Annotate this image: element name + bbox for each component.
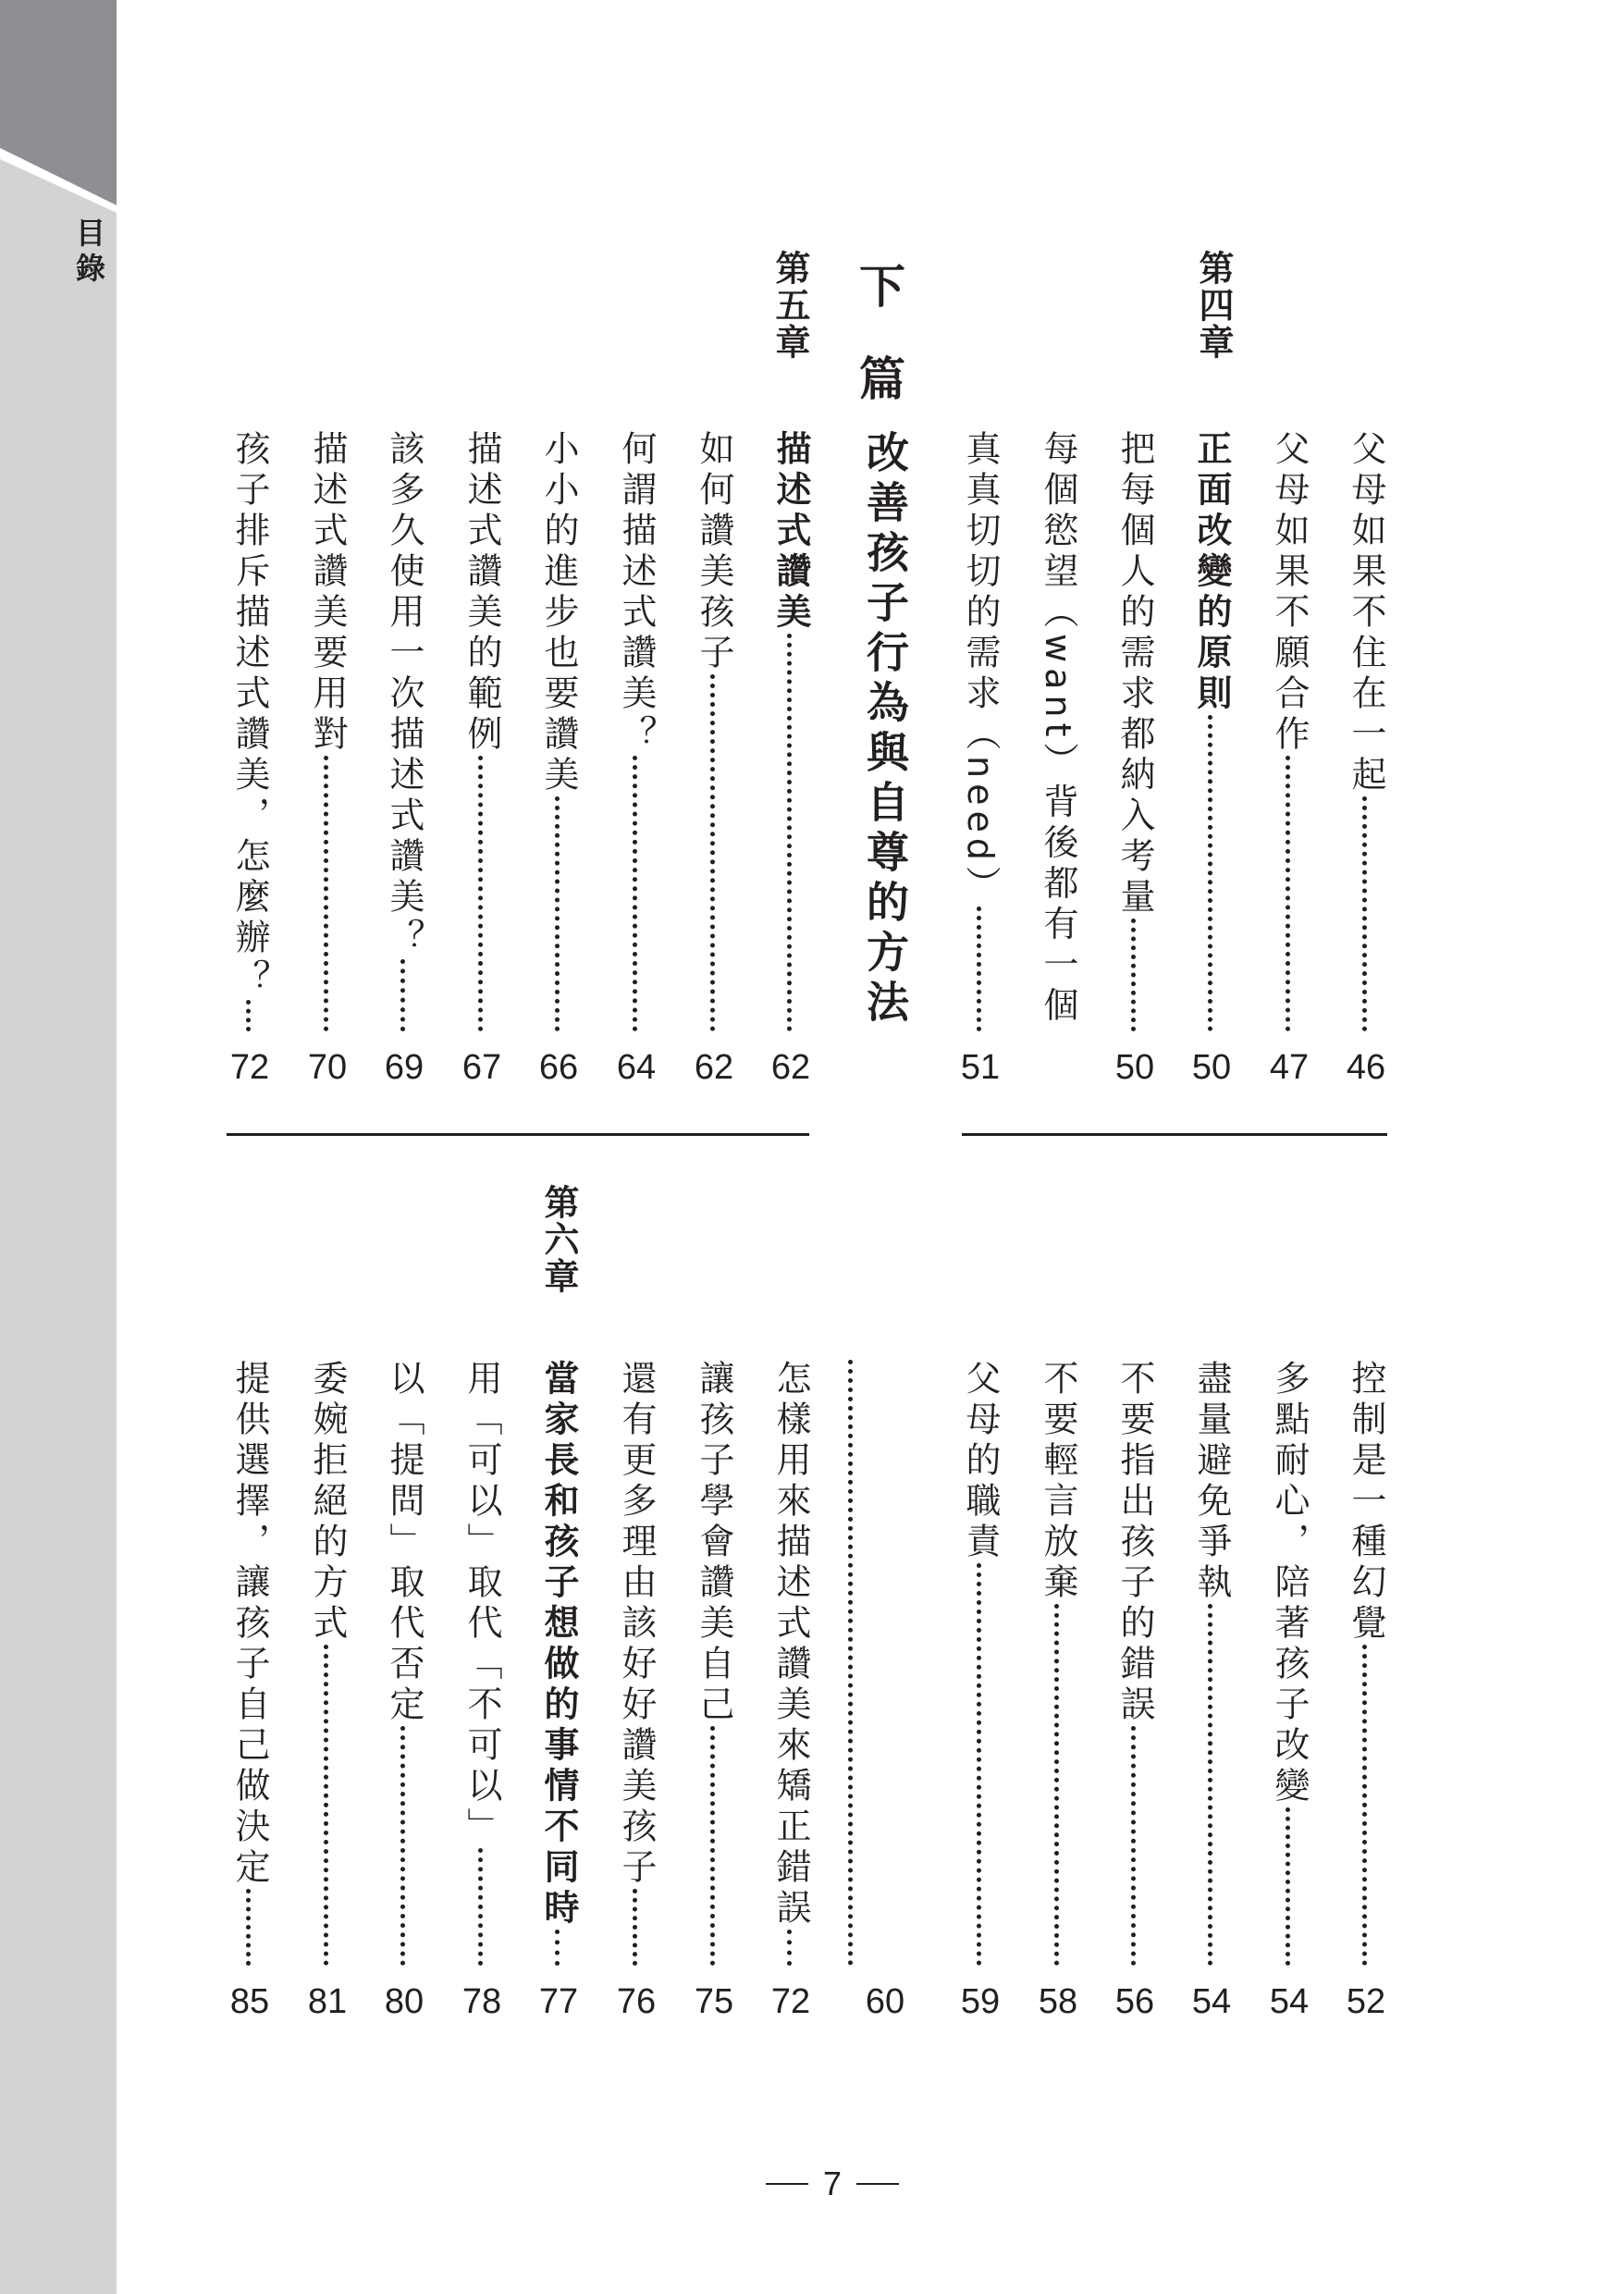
top-entry-9 bbox=[677, 430, 751, 1031]
top-dot-leader bbox=[478, 756, 486, 1031]
margin-band bbox=[0, 0, 117, 2294]
bottom-dot-leader bbox=[787, 1930, 794, 1966]
top-entry-3 bbox=[1175, 430, 1249, 1031]
top-entry-title: 何謂描述式讚美？ bbox=[616, 430, 657, 756]
top-row-3 bbox=[1175, 430, 1249, 1096]
page-number-value: 7 bbox=[822, 2164, 843, 2202]
bottom-entry-page: 80 bbox=[384, 1982, 424, 2021]
top-dot-leader bbox=[324, 756, 331, 1031]
bottom-row-14 bbox=[290, 1360, 364, 2030]
bottom-dot-leader bbox=[246, 1889, 253, 1966]
top-entry-page: 69 bbox=[384, 1048, 424, 1087]
top-entry-page: 67 bbox=[461, 1048, 502, 1087]
bottom-entry-title: 控制是一種幻覺 bbox=[1346, 1360, 1386, 1645]
top-entry-page: 47 bbox=[1269, 1048, 1310, 1087]
top-entry-title: 正面改變的原則 bbox=[1191, 430, 1232, 715]
top-dot-leader bbox=[246, 1000, 253, 1031]
top-row-1 bbox=[1329, 430, 1403, 1096]
chapter-label-6: 第六章 bbox=[538, 1184, 579, 1295]
bottom-dot-leader bbox=[324, 1645, 331, 1966]
page-number-dash-left bbox=[766, 2183, 808, 2185]
top-entry-4 bbox=[1098, 430, 1172, 1031]
bottom-entry-title: 當家長和孩子想做的事情不同時 bbox=[538, 1360, 579, 1930]
top-entry-title: 描述式讚美 bbox=[770, 430, 811, 634]
top-row-14 bbox=[290, 430, 364, 1096]
bottom-entry-2 bbox=[1252, 1360, 1326, 1966]
top-entry-7 bbox=[848, 430, 922, 1096]
top-entry-page: 46 bbox=[1346, 1048, 1386, 1087]
top-row-4 bbox=[1098, 430, 1172, 1096]
bottom-row-11 bbox=[522, 1360, 596, 2030]
bottom-dot-leader bbox=[977, 1563, 984, 1966]
bottom-dot-leader bbox=[400, 1726, 408, 1966]
bottom-dot-leader bbox=[848, 1360, 889, 1966]
bottom-dot-leader bbox=[1286, 1807, 1293, 1966]
bottom-entry-title: 不要指出孩子的錯誤 bbox=[1114, 1360, 1155, 1726]
bottom-entry-10 bbox=[599, 1360, 673, 1966]
top-entry-page: 50 bbox=[1114, 1048, 1155, 1087]
top-dot-leader bbox=[787, 634, 794, 1031]
chapter-label-4: 第四章 bbox=[1193, 250, 1234, 361]
bottom-entry-title: 盡量避免爭執 bbox=[1191, 1360, 1232, 1604]
top-dot-leader bbox=[555, 796, 562, 1031]
page-number-dash-right bbox=[856, 2183, 899, 2185]
bottom-entry-6 bbox=[943, 1360, 1017, 1966]
top-dot-leader bbox=[400, 959, 408, 1031]
bottom-entry-page: 56 bbox=[1114, 1982, 1155, 2021]
top-entry-2 bbox=[1252, 430, 1326, 1031]
top-entry-page: 62 bbox=[770, 1048, 811, 1087]
top-row-5 bbox=[1021, 430, 1095, 1096]
bottom-entry-page: 78 bbox=[461, 1982, 502, 2021]
top-entry-title: 父母如果不願合作 bbox=[1269, 430, 1310, 756]
top-entry-title: 描述式讚美要用對 bbox=[307, 430, 348, 756]
bottom-entry-page: 81 bbox=[307, 1982, 348, 2021]
section-rule-left bbox=[227, 1133, 809, 1136]
bottom-row-6 bbox=[943, 1360, 1017, 2030]
bottom-row-7 bbox=[848, 1360, 922, 2030]
part-label-lower-2: 篇 bbox=[859, 352, 905, 406]
bottom-dot-leader bbox=[1208, 1604, 1215, 1966]
top-entry-page: 51 bbox=[960, 1048, 1001, 1087]
top-entry-15 bbox=[213, 430, 287, 1031]
top-row-11 bbox=[522, 430, 596, 1096]
top-entry-13 bbox=[367, 430, 441, 1031]
top-entry-title: 真真切切的需求（need） bbox=[960, 430, 1001, 906]
side-label-toc: 目錄 bbox=[71, 217, 106, 288]
bottom-entry-page: 75 bbox=[694, 1982, 734, 2021]
bottom-entry-title: 不要輕言放棄 bbox=[1038, 1360, 1078, 1604]
bottom-entry-page: 59 bbox=[960, 1982, 1001, 2021]
top-row-6 bbox=[943, 430, 1017, 1096]
top-entry-11 bbox=[522, 430, 596, 1031]
bottom-entry-page: 54 bbox=[1191, 1982, 1232, 2021]
top-entry-title: 如何讚美孩子 bbox=[694, 430, 734, 674]
top-row-13 bbox=[367, 430, 441, 1096]
top-entry-6 bbox=[943, 430, 1017, 1031]
bottom-row-2 bbox=[1252, 1360, 1326, 2030]
bottom-row-15 bbox=[213, 1360, 287, 2030]
bottom-entry-7 bbox=[848, 1360, 922, 1966]
chapter-label-5: 第五章 bbox=[769, 250, 810, 361]
bottom-entry-title: 父母的職責 bbox=[960, 1360, 1001, 1563]
bottom-row-13 bbox=[367, 1360, 441, 2030]
top-entry-title: 該多久使用一次描述式讚美？ bbox=[384, 430, 424, 959]
top-entry-title: 改善孩子行為與自尊的方法 bbox=[860, 430, 910, 1030]
bottom-row-1 bbox=[1329, 1360, 1403, 2030]
bottom-entry-title: 怎樣用來描述式讚美來矯正錯誤 bbox=[770, 1360, 811, 1930]
bottom-entry-title: 以「提問」取代否定 bbox=[384, 1360, 424, 1726]
top-entry-14 bbox=[290, 430, 364, 1031]
bottom-entry-5 bbox=[1021, 1360, 1095, 1966]
bottom-row-5 bbox=[1021, 1360, 1095, 2030]
top-entry-title: 小小的進步也要讚美 bbox=[538, 430, 579, 796]
bottom-entry-page: 76 bbox=[616, 1982, 657, 2021]
bottom-dot-leader bbox=[633, 1889, 640, 1966]
bottom-entry-14 bbox=[290, 1360, 364, 1966]
top-entry-title: 把每個人的需求都納入考量 bbox=[1114, 430, 1155, 919]
top-entry-10 bbox=[599, 430, 673, 1031]
top-dot-leader bbox=[977, 906, 984, 1031]
top-entry-page: 72 bbox=[229, 1048, 270, 1087]
top-entry-1 bbox=[1329, 430, 1403, 1031]
top-dot-leader bbox=[1362, 796, 1370, 1031]
top-entry-12 bbox=[445, 430, 519, 1031]
top-row-10 bbox=[599, 430, 673, 1096]
page-number bbox=[740, 2164, 925, 2203]
top-dot-leader bbox=[633, 756, 640, 1031]
top-entry-title: 每個慾望（want）背後都有一個 bbox=[1038, 430, 1078, 1028]
bottom-entry-title: 委婉拒絕的方式 bbox=[307, 1360, 348, 1645]
part-label-lower-1: 下 bbox=[859, 259, 905, 314]
top-entry-page: 50 bbox=[1191, 1048, 1232, 1087]
top-row-9 bbox=[677, 430, 751, 1096]
bottom-entry-title: 還有更多理由該好好讚美孩子 bbox=[616, 1360, 657, 1889]
bottom-entry-page: 72 bbox=[770, 1982, 811, 2021]
top-row-15 bbox=[213, 430, 287, 1096]
bottom-entry-title: 提供選擇，讓孩子自己做決定 bbox=[229, 1360, 270, 1889]
bottom-entry-13 bbox=[367, 1360, 441, 1966]
top-entry-page: 64 bbox=[616, 1048, 657, 1087]
bottom-entry-title: 多點耐心，陪著孩子改變 bbox=[1269, 1360, 1310, 1807]
bottom-entry-page: 60 bbox=[865, 1982, 905, 2021]
bottom-entry-15 bbox=[213, 1360, 287, 1966]
bottom-row-8 bbox=[754, 1360, 828, 2030]
bottom-entry-9 bbox=[677, 1360, 751, 1966]
bottom-entry-11 bbox=[522, 1360, 596, 1966]
bottom-dot-leader bbox=[1131, 1726, 1138, 1966]
top-dot-leader bbox=[1208, 715, 1215, 1031]
bottom-entry-title: 用「可以」取代「不可以」 bbox=[461, 1360, 502, 1848]
bottom-dot-leader bbox=[1054, 1604, 1062, 1966]
bottom-dot-leader bbox=[710, 1726, 718, 1966]
top-entry-page: 62 bbox=[694, 1048, 734, 1087]
bottom-entry-page: 85 bbox=[229, 1982, 270, 2021]
corner-tab bbox=[0, 0, 117, 213]
bottom-entry-page: 77 bbox=[538, 1982, 579, 2021]
top-entry-page: 70 bbox=[307, 1048, 348, 1087]
top-dot-leader bbox=[710, 674, 718, 1031]
top-entry-8 bbox=[754, 430, 828, 1031]
top-entry-title: 描述式讚美的範例 bbox=[461, 430, 502, 756]
bottom-entry-page: 58 bbox=[1038, 1982, 1078, 2021]
top-entry-5 bbox=[1021, 430, 1095, 1031]
bottom-entry-3 bbox=[1175, 1360, 1249, 1966]
bottom-row-12 bbox=[445, 1360, 519, 2030]
top-entry-page: 66 bbox=[538, 1048, 579, 1087]
top-dot-leader bbox=[1286, 756, 1293, 1031]
bottom-row-4 bbox=[1098, 1360, 1172, 2030]
bottom-entry-1 bbox=[1329, 1360, 1403, 1966]
top-dot-leader bbox=[1131, 919, 1138, 1031]
bottom-entry-page: 54 bbox=[1269, 1982, 1310, 2021]
bottom-dot-leader bbox=[555, 1930, 562, 1966]
section-rule-right bbox=[962, 1133, 1387, 1136]
top-row-12 bbox=[445, 430, 519, 1096]
top-entry-title: 孩子排斥描述式讚美，怎麼辦？ bbox=[229, 430, 270, 1000]
bottom-dot-leader bbox=[1362, 1645, 1370, 1966]
top-row-2 bbox=[1252, 430, 1326, 1096]
bottom-row-10 bbox=[599, 1360, 673, 2030]
bottom-entry-title: 讓孩子學會讚美自己 bbox=[694, 1360, 734, 1726]
bottom-entry-12 bbox=[445, 1360, 519, 1966]
bottom-dot-leader bbox=[478, 1848, 486, 1966]
bottom-entry-8 bbox=[754, 1360, 828, 1966]
bottom-row-9 bbox=[677, 1360, 751, 2030]
top-row-7 bbox=[848, 430, 922, 1096]
top-entry-title: 父母如果不住在一起 bbox=[1346, 430, 1386, 796]
bottom-entry-4 bbox=[1098, 1360, 1172, 1966]
top-row-8 bbox=[754, 430, 828, 1096]
bottom-row-3 bbox=[1175, 1360, 1249, 2030]
bottom-entry-page: 52 bbox=[1346, 1982, 1386, 2021]
